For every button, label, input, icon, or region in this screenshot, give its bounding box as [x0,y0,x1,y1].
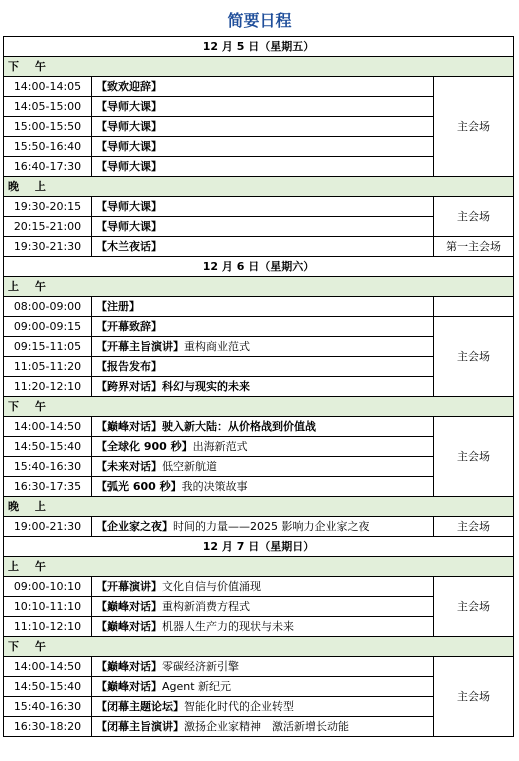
session-time: 19:30-21:30 [4,237,92,257]
period-label: 晚 上 [4,497,514,517]
session-title [92,97,434,117]
session-title [92,457,434,477]
session-time: 09:00-10:10 [4,577,92,597]
session-row [4,657,514,677]
session-title [92,77,434,97]
session-description: 科幻与现实的未来 [162,379,250,393]
period-label: 上 午 [4,557,514,577]
session-time: 14:50-15:40 [4,437,92,457]
session-tag: 【导师大课】 [96,119,162,133]
period-label: 上 午 [4,277,514,297]
session-venue: 主会场 [434,517,514,537]
day-header-row [4,37,514,57]
session-tag: 【开幕演讲】 [96,579,162,593]
session-title [92,657,434,677]
period-label: 下 午 [4,637,514,657]
session-description: 激扬企业家精神 激活新增长动能 [184,719,349,733]
session-tag: 【开幕致辞】 [96,319,162,333]
session-description: 驶入新大陆：从价格战到价值战 [162,419,316,433]
session-title [92,137,434,157]
session-description: 时间的力量——2025 影响力企业家之夜 [173,519,370,533]
period-label: 晚 上 [4,177,514,197]
session-time: 15:00-15:50 [4,117,92,137]
period-header-row [4,277,514,297]
period-header-row [4,637,514,657]
session-time: 09:00-09:15 [4,317,92,337]
session-title [92,117,434,137]
day-header-row [4,537,514,557]
session-description: 出海新范式 [192,439,248,453]
day-header-row [4,257,514,277]
session-time: 15:50-16:40 [4,137,92,157]
session-tag: 【导师大课】 [96,139,162,153]
session-time: 14:05-15:00 [4,97,92,117]
session-row [4,417,514,437]
session-tag: 【注册】 [96,299,140,313]
session-tag: 【导师大课】 [96,219,162,233]
session-time: 10:10-11:10 [4,597,92,617]
session-row [4,237,514,257]
session-title [92,717,434,737]
session-venue: 第一主会场 [434,237,514,257]
session-venue: 主会场 [434,577,514,637]
session-tag: 【开幕主旨演讲】 [96,339,184,353]
session-time: 14:00-14:05 [4,77,92,97]
session-title [92,357,434,377]
period-header-row [4,497,514,517]
session-row [4,77,514,97]
day-header: 12 月 5 日（星期五） [4,37,514,57]
session-row [4,517,514,537]
session-description: 重构新消费方程式 [162,599,250,613]
day-header: 12 月 6 日（星期六） [4,257,514,277]
session-tag: 【导师大课】 [96,99,162,113]
session-description: 机器人生产力的现状与未来 [162,619,294,633]
session-time: 11:10-12:10 [4,617,92,637]
session-time: 09:15-11:05 [4,337,92,357]
period-header-row [4,557,514,577]
session-venue: 主会场 [434,417,514,497]
session-venue: 主会场 [434,77,514,177]
session-row [4,297,514,317]
session-time: 16:30-17:35 [4,477,92,497]
session-time: 14:50-15:40 [4,677,92,697]
session-tag: 【闭幕主题论坛】 [96,699,184,713]
session-title [92,377,434,397]
session-tag: 【木兰夜话】 [96,239,162,253]
session-title [92,517,434,537]
session-tag: 【弧光 600 秒】 [96,479,182,493]
session-venue: 主会场 [434,657,514,737]
session-tag: 【跨界对话】 [96,379,162,393]
session-time: 20:15-21:00 [4,217,92,237]
session-title [92,697,434,717]
page-title: 简要日程 [227,11,292,30]
session-description: Agent 新纪元 [162,679,232,693]
period-header-row [4,177,514,197]
session-tag: 【全球化 900 秒】 [96,439,193,453]
session-row [4,577,514,597]
session-title [92,297,434,317]
session-venue [434,297,514,317]
period-header-row [4,397,514,417]
session-description: 重构商业范式 [184,339,250,353]
session-title [92,237,434,257]
session-venue: 主会场 [434,317,514,397]
session-tag: 【闭幕主旨演讲】 [96,719,184,733]
session-time: 16:40-17:30 [4,157,92,177]
session-title [92,437,434,457]
schedule-body [4,37,514,737]
session-title [92,417,434,437]
session-row [4,317,514,337]
session-tag: 【巅峰对话】 [96,679,162,693]
session-description: 零碳经济新引擎 [162,659,239,673]
session-description: 低空新航道 [162,459,217,473]
session-time: 11:05-11:20 [4,357,92,377]
session-title [92,617,434,637]
schedule-table [3,36,514,737]
session-time: 14:00-14:50 [4,657,92,677]
session-tag: 【导师大课】 [96,159,162,173]
session-time: 19:30-20:15 [4,197,92,217]
session-tag: 【巅峰对话】 [96,619,162,633]
session-title [92,217,434,237]
session-title [92,477,434,497]
session-row [4,197,514,217]
session-description: 智能化时代的企业转型 [184,699,294,713]
session-tag: 【巅峰对话】 [96,659,162,673]
session-time: 15:40-16:30 [4,457,92,477]
session-time: 15:40-16:30 [4,697,92,717]
session-description: 我的决策故事 [181,479,248,493]
session-title [92,317,434,337]
session-time: 16:30-18:20 [4,717,92,737]
session-venue: 主会场 [434,197,514,237]
session-title [92,677,434,697]
session-tag: 【导师大课】 [96,199,162,213]
session-tag: 【报告发布】 [96,359,162,373]
period-label: 下 午 [4,57,514,77]
session-time: 11:20-12:10 [4,377,92,397]
session-title [92,197,434,217]
session-title [92,157,434,177]
session-tag: 【致欢迎辞】 [96,79,162,93]
session-time: 08:00-09:00 [4,297,92,317]
session-title [92,337,434,357]
session-description: 文化自信与价值涌现 [162,579,261,593]
day-header: 12 月 7 日（星期日） [4,537,514,557]
session-time: 14:00-14:50 [4,417,92,437]
session-tag: 【未来对话】 [96,459,162,473]
session-title [92,577,434,597]
period-label: 下 午 [4,397,514,417]
period-header-row [4,57,514,77]
session-tag: 【企业家之夜】 [96,519,173,533]
session-title [92,597,434,617]
session-time: 19:00-21:30 [4,517,92,537]
session-tag: 【巅峰对话】 [96,599,162,613]
session-tag: 【巅峰对话】 [96,419,162,433]
